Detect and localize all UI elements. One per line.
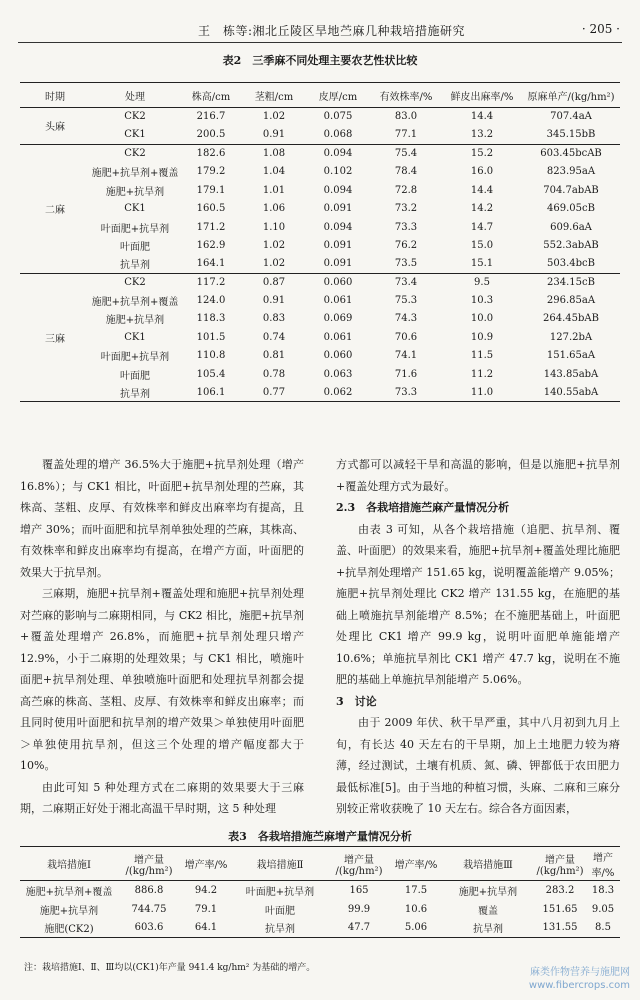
table-cell: 79.1 <box>194 903 218 915</box>
column-header: 处理 <box>125 91 145 103</box>
table-cell: 744.75 <box>131 903 167 915</box>
table-cell: 72.8 <box>394 184 418 196</box>
table-cell: 覆盖 <box>478 905 498 917</box>
table-cell: 106.1 <box>180 383 242 401</box>
table-cell: 1.06 <box>262 203 286 215</box>
table-row <box>20 273 620 291</box>
table3-header-row <box>20 847 620 881</box>
table-cell: 施肥+抗旱剂 <box>39 905 99 917</box>
table-cell: CK2 <box>124 111 146 123</box>
watermark <box>529 966 630 992</box>
column-header: 增产 率/% <box>591 852 615 879</box>
table-row <box>20 383 620 401</box>
table-cell: 234.15cB <box>522 273 620 291</box>
table-cell: 1.02 <box>262 258 286 270</box>
table-row <box>20 163 620 181</box>
table-cell: 0.060 <box>323 350 353 362</box>
table-cell: 10.6 <box>404 903 428 915</box>
table-cell: 0.83 <box>262 313 286 325</box>
running-header <box>18 20 622 43</box>
table-cell: 70.6 <box>394 331 418 343</box>
table-cell: 552.3abAB <box>543 239 599 251</box>
table-cell: 11.2 <box>470 368 494 380</box>
table-cell: 0.91 <box>262 295 286 307</box>
table-cell: 127.2bA <box>549 331 593 343</box>
table-cell: 179.1 <box>196 184 226 196</box>
period-cell: 二麻 <box>20 144 90 273</box>
table-cell: CK1 <box>124 203 146 215</box>
column-header: 皮厚/cm <box>318 91 358 103</box>
table-cell: 140.55abA <box>522 383 620 401</box>
table-cell: 8.5 <box>586 919 620 938</box>
table-cell: 叶面肥+抗旱剂 <box>245 886 315 898</box>
table-cell: 0.091 <box>323 203 353 215</box>
table-cell: 抗旱剂 <box>90 383 180 401</box>
table-cell: 0.060 <box>306 273 370 291</box>
table-cell: 叶面肥 <box>265 905 295 917</box>
table-cell: 15.0 <box>470 239 494 251</box>
table3-note: 注：栽培措施Ⅰ、Ⅱ、Ⅲ均以(CK1)年产量 941.4 kg/hm² 为基础的增产。 <box>24 963 316 973</box>
table-cell: 151.65aA <box>546 350 596 362</box>
table-cell: 0.91 <box>262 129 286 141</box>
table-cell: 47.7 <box>328 919 390 938</box>
section-heading: 2.3 各栽培措施苎麻产量情况分析 <box>336 501 510 514</box>
table-cell: 707.4aA <box>550 111 592 123</box>
table-row <box>20 255 620 273</box>
table-cell: 105.4 <box>196 368 226 380</box>
table-cell: 73.2 <box>394 203 418 215</box>
table-row <box>20 881 620 900</box>
table-cell: 14.4 <box>470 184 494 196</box>
column-header: 鲜皮出麻率/% <box>450 91 514 103</box>
table-cell: 160.5 <box>196 203 226 215</box>
table-cell: CK2 <box>90 144 180 162</box>
table3-caption: 表3 各栽培措施苎麻增产量情况分析 <box>228 830 412 843</box>
table-cell: 10.0 <box>470 313 494 325</box>
table-cell: 0.061 <box>323 295 353 307</box>
table-cell: 1.10 <box>262 221 286 233</box>
table-cell: 99.9 <box>347 903 371 915</box>
table-cell: 施肥+抗旱剂 <box>105 315 165 327</box>
table-cell: 0.094 <box>323 184 353 196</box>
table2 <box>20 82 620 402</box>
table-cell: 704.7abAB <box>543 184 599 196</box>
table-cell: 73.3 <box>394 221 418 233</box>
table-cell: CK2 <box>90 273 180 291</box>
table-cell: 0.87 <box>242 273 306 291</box>
table-cell: 10.9 <box>470 331 494 343</box>
table-cell: 200.5 <box>196 129 226 141</box>
paragraph: 由表 3 可知，从各个栽培措施（追肥、抗旱剂、覆盖、叶面肥）的效果来看，施肥+抗旱剂+覆盖处理比施肥+抗旱剂处理增产 151.65 kg，说明覆盖能增产 9.05%；施肥+抗旱剂处理比 CK2 增产 131.55 kg，在施肥的基础上喷施抗旱剂能增产 8.5%；在不施肥基础上，叶面肥处理比 CK1 增产 99.9 kg，说明叶面肥单施能增产 10.6%；单施抗旱剂比 CK1 增产 47.7 kg，说明在不施肥的基础上单施抗旱剂能增产 5.06%。 <box>336 522 620 686</box>
table-cell: 74.1 <box>394 350 418 362</box>
table-cell: 101.5 <box>196 331 226 343</box>
table-cell: 5.06 <box>390 919 442 938</box>
table-cell: 17.5 <box>404 884 428 896</box>
table-cell: 131.55 <box>534 919 586 938</box>
paragraph: 由于 2009 年伏、秋干旱严重，其中八月初到九月上旬，有长达 40 天左右的干旱期，加上土地肥力较为瘠薄，经过测试，土壤有机质、氮、磷、钾都低于农田肥力最低标准[5]。由于当地的种植习惯，头麻、二麻和三麻分别较正常收获晚了 10 天左右。综合各方面因素， <box>336 716 620 815</box>
table3-body <box>20 881 620 938</box>
table-cell: 0.063 <box>323 368 353 380</box>
table-cell: 施肥+抗旱剂+覆盖 <box>91 168 179 180</box>
table-row <box>20 347 620 365</box>
table-cell: 164.1 <box>196 258 226 270</box>
table-row <box>20 199 620 217</box>
table-cell: 1.02 <box>262 111 286 123</box>
table-cell: 11.5 <box>470 350 494 362</box>
table2-body <box>20 108 620 402</box>
table-cell: 1.08 <box>242 144 306 162</box>
table-row <box>20 144 620 162</box>
left-column <box>20 454 304 820</box>
table-row <box>20 310 620 328</box>
table-cell: 73.4 <box>370 273 442 291</box>
table-cell: 94.2 <box>194 884 218 896</box>
table-cell: 0.74 <box>262 331 286 343</box>
table-row <box>20 328 620 346</box>
column-header: 栽培措施Ⅱ <box>256 860 304 871</box>
table-cell: 503.4bcB <box>547 258 595 270</box>
table-cell: 14.4 <box>470 111 494 123</box>
table-cell: 77.1 <box>394 129 418 141</box>
table-cell: 118.3 <box>196 313 226 325</box>
table-cell: 165 <box>349 884 369 896</box>
table-cell: 施肥+抗旱剂+覆盖 <box>25 886 113 898</box>
table-cell: 143.85abA <box>543 368 599 380</box>
table-row <box>20 218 620 236</box>
table-cell: 18.3 <box>591 884 615 896</box>
table-cell: 75.3 <box>394 295 418 307</box>
paragraph: 由此可知 5 种处理方式在二麻期的效果要大于三麻期，二麻期正好处于湘北高温干旱时期，这 5 种处理 <box>20 780 304 815</box>
column-header: 栽培措施Ⅲ <box>463 860 513 871</box>
table-row <box>20 236 620 254</box>
table-cell: 117.2 <box>180 273 242 291</box>
table-cell: 11.0 <box>442 383 522 401</box>
period-cell: 头麻 <box>45 122 65 134</box>
table-cell: 74.3 <box>394 313 418 325</box>
table-row <box>20 126 620 144</box>
table-cell: 162.9 <box>196 239 226 251</box>
section-heading: 3 讨论 <box>336 694 377 708</box>
table2-caption: 表2 三季麻不同处理主要农艺性状比较 <box>222 54 418 67</box>
column-header: 增产率/% <box>184 860 228 871</box>
table-cell: 13.2 <box>470 129 494 141</box>
table-cell: 施肥+抗旱剂 <box>105 186 165 198</box>
table-cell: 0.77 <box>242 383 306 401</box>
table-cell: 1.02 <box>262 239 286 251</box>
table-row <box>20 919 620 938</box>
table-cell: 施肥+抗旱剂+覆盖 <box>91 297 179 309</box>
table-cell: 823.95aA <box>546 166 596 178</box>
table-cell: 182.6 <box>180 144 242 162</box>
column-header: 增产量 /(kg/hm²) <box>335 854 383 877</box>
table2-header-row <box>20 83 620 108</box>
table-cell: 抗旱剂 <box>442 919 534 938</box>
table-cell: 抗旱剂 <box>232 919 328 938</box>
table-cell: 叶面肥 <box>120 370 150 382</box>
table-cell: 283.2 <box>545 884 575 896</box>
table-row <box>20 291 620 309</box>
paragraph: 三麻期，施肥+抗旱剂+覆盖处理和施肥+抗旱剂处理对苎麻的影响与二麻期相同，与 CK2 相比，施肥+抗旱剂+覆盖处理增产 26.8%，而施肥+抗旱剂处理只增产 12.9%，小于二麻期的处理效果；与 CK1 相比，喷施叶面肥+抗旱剂处理、单独喷施叶面肥和处理抗旱剂都会提高苎麻的株高、茎粗、皮厚、有效株率和鲜皮出麻率；而且同时使用叶面肥和抗旱剂的增产效果＞单独使用叶面肥＞单独使用抗旱剂，但这三个处理的增产幅度都大于 10%。 <box>20 587 304 772</box>
table-cell: 1.04 <box>262 166 286 178</box>
table-cell: 179.2 <box>196 166 226 178</box>
table-cell: 71.6 <box>394 368 418 380</box>
table-cell: 76.2 <box>394 239 418 251</box>
table-cell: 151.65 <box>542 903 578 915</box>
page-number: · 205 · <box>581 22 620 36</box>
table-cell: 叶面肥+抗旱剂 <box>100 352 170 364</box>
table-cell: 216.7 <box>196 111 226 123</box>
table-cell: 9.5 <box>442 273 522 291</box>
table-cell: 施肥+抗旱剂 <box>458 886 518 898</box>
table-cell: 0.094 <box>323 221 353 233</box>
table-cell: 0.102 <box>323 166 353 178</box>
table-cell: 469.05cB <box>547 203 595 215</box>
table-cell: 124.0 <box>196 295 226 307</box>
table-cell: 603.45bcAB <box>522 144 620 162</box>
table-cell: 16.0 <box>470 166 494 178</box>
table-cell: 抗旱剂 <box>120 260 150 272</box>
paragraph: 方式都可以减轻干旱和高温的影响，但是以施肥+抗旱剂+覆盖处理方式为最好。 <box>336 458 620 493</box>
table-cell: 886.8 <box>134 884 164 896</box>
watermark-line: 麻类作物营养与施肥网 <box>530 967 630 978</box>
table-row <box>20 108 620 126</box>
table-cell: 78.4 <box>394 166 418 178</box>
table-row <box>20 181 620 199</box>
column-header: 增产量 /(kg/hm²) <box>536 854 584 877</box>
table-cell: 0.094 <box>306 144 370 162</box>
table-cell: 603.6 <box>118 919 180 938</box>
paragraph: 覆盖处理的增产 36.5%大于施肥+抗旱剂处理（增产 16.8%）；与 CK1 相比，叶面肥+抗旱剂处理的苎麻，其株高、茎粗、皮厚、有效株率和鲜皮出麻率均有提高，且增产 30%；而叶面肥和抗旱剂单独处理的苎麻，其株高、有效株率和鲜皮出麻率均有提高，在增产方面，叶面肥的效果大于抗旱剂。 <box>20 458 304 579</box>
table-cell: 9.05 <box>591 903 615 915</box>
table-cell: 0.78 <box>262 368 286 380</box>
table-cell: 171.2 <box>196 221 226 233</box>
table-cell: 施肥(CK2) <box>20 919 118 938</box>
table-cell: 0.061 <box>323 331 353 343</box>
table-cell: 75.4 <box>370 144 442 162</box>
table-cell: 0.062 <box>306 383 370 401</box>
table-cell: 0.069 <box>323 313 353 325</box>
table-cell: 110.8 <box>196 350 226 362</box>
table-cell: 0.068 <box>323 129 353 141</box>
table-cell: 0.81 <box>262 350 286 362</box>
table-cell: 15.2 <box>442 144 522 162</box>
table-cell: 64.1 <box>180 919 232 938</box>
table-cell: 296.85aA <box>546 295 596 307</box>
table-cell: 0.075 <box>323 111 353 123</box>
table-cell: 264.45bAB <box>543 313 599 325</box>
table-cell: 14.7 <box>470 221 494 233</box>
right-column <box>336 454 620 820</box>
table-cell: 0.091 <box>323 239 353 251</box>
running-title: 王 栋等:湘北丘陵区旱地苎麻几种栽培措施研究 <box>198 24 466 38</box>
column-header: 增产量 /(kg/hm²) <box>125 854 173 877</box>
watermark-url: www.fibercrops.com <box>528 980 630 991</box>
table-cell: 叶面肥+抗旱剂 <box>100 223 170 235</box>
table-row <box>20 900 620 919</box>
table-cell: 10.3 <box>470 295 494 307</box>
period-cell: 三麻 <box>20 273 90 402</box>
column-header: 有效株率/% <box>379 91 433 103</box>
column-header: 茎粗/cm <box>254 91 294 103</box>
column-header: 栽培措施Ⅰ <box>47 860 91 871</box>
table-cell: 0.091 <box>323 258 353 270</box>
table-row <box>20 365 620 383</box>
column-header: 株高/cm <box>191 91 231 103</box>
table-cell: 73.3 <box>370 383 442 401</box>
table-cell: 83.0 <box>394 111 418 123</box>
table-cell: 1.01 <box>262 184 286 196</box>
table-cell: 15.1 <box>470 258 494 270</box>
table-cell: 73.5 <box>394 258 418 270</box>
table3 <box>20 846 620 938</box>
table-cell: CK1 <box>124 129 146 141</box>
table-cell: 345.15bB <box>546 129 596 141</box>
table-cell: 609.6aA <box>550 221 592 233</box>
column-header: 原麻单产/(kg/hm²) <box>527 91 615 103</box>
table-cell: 14.2 <box>470 203 494 215</box>
table-cell: 叶面肥 <box>120 241 150 253</box>
column-header: 增产率/% <box>394 860 438 871</box>
table-cell: CK1 <box>124 331 146 343</box>
column-header: 时期 <box>45 91 65 103</box>
